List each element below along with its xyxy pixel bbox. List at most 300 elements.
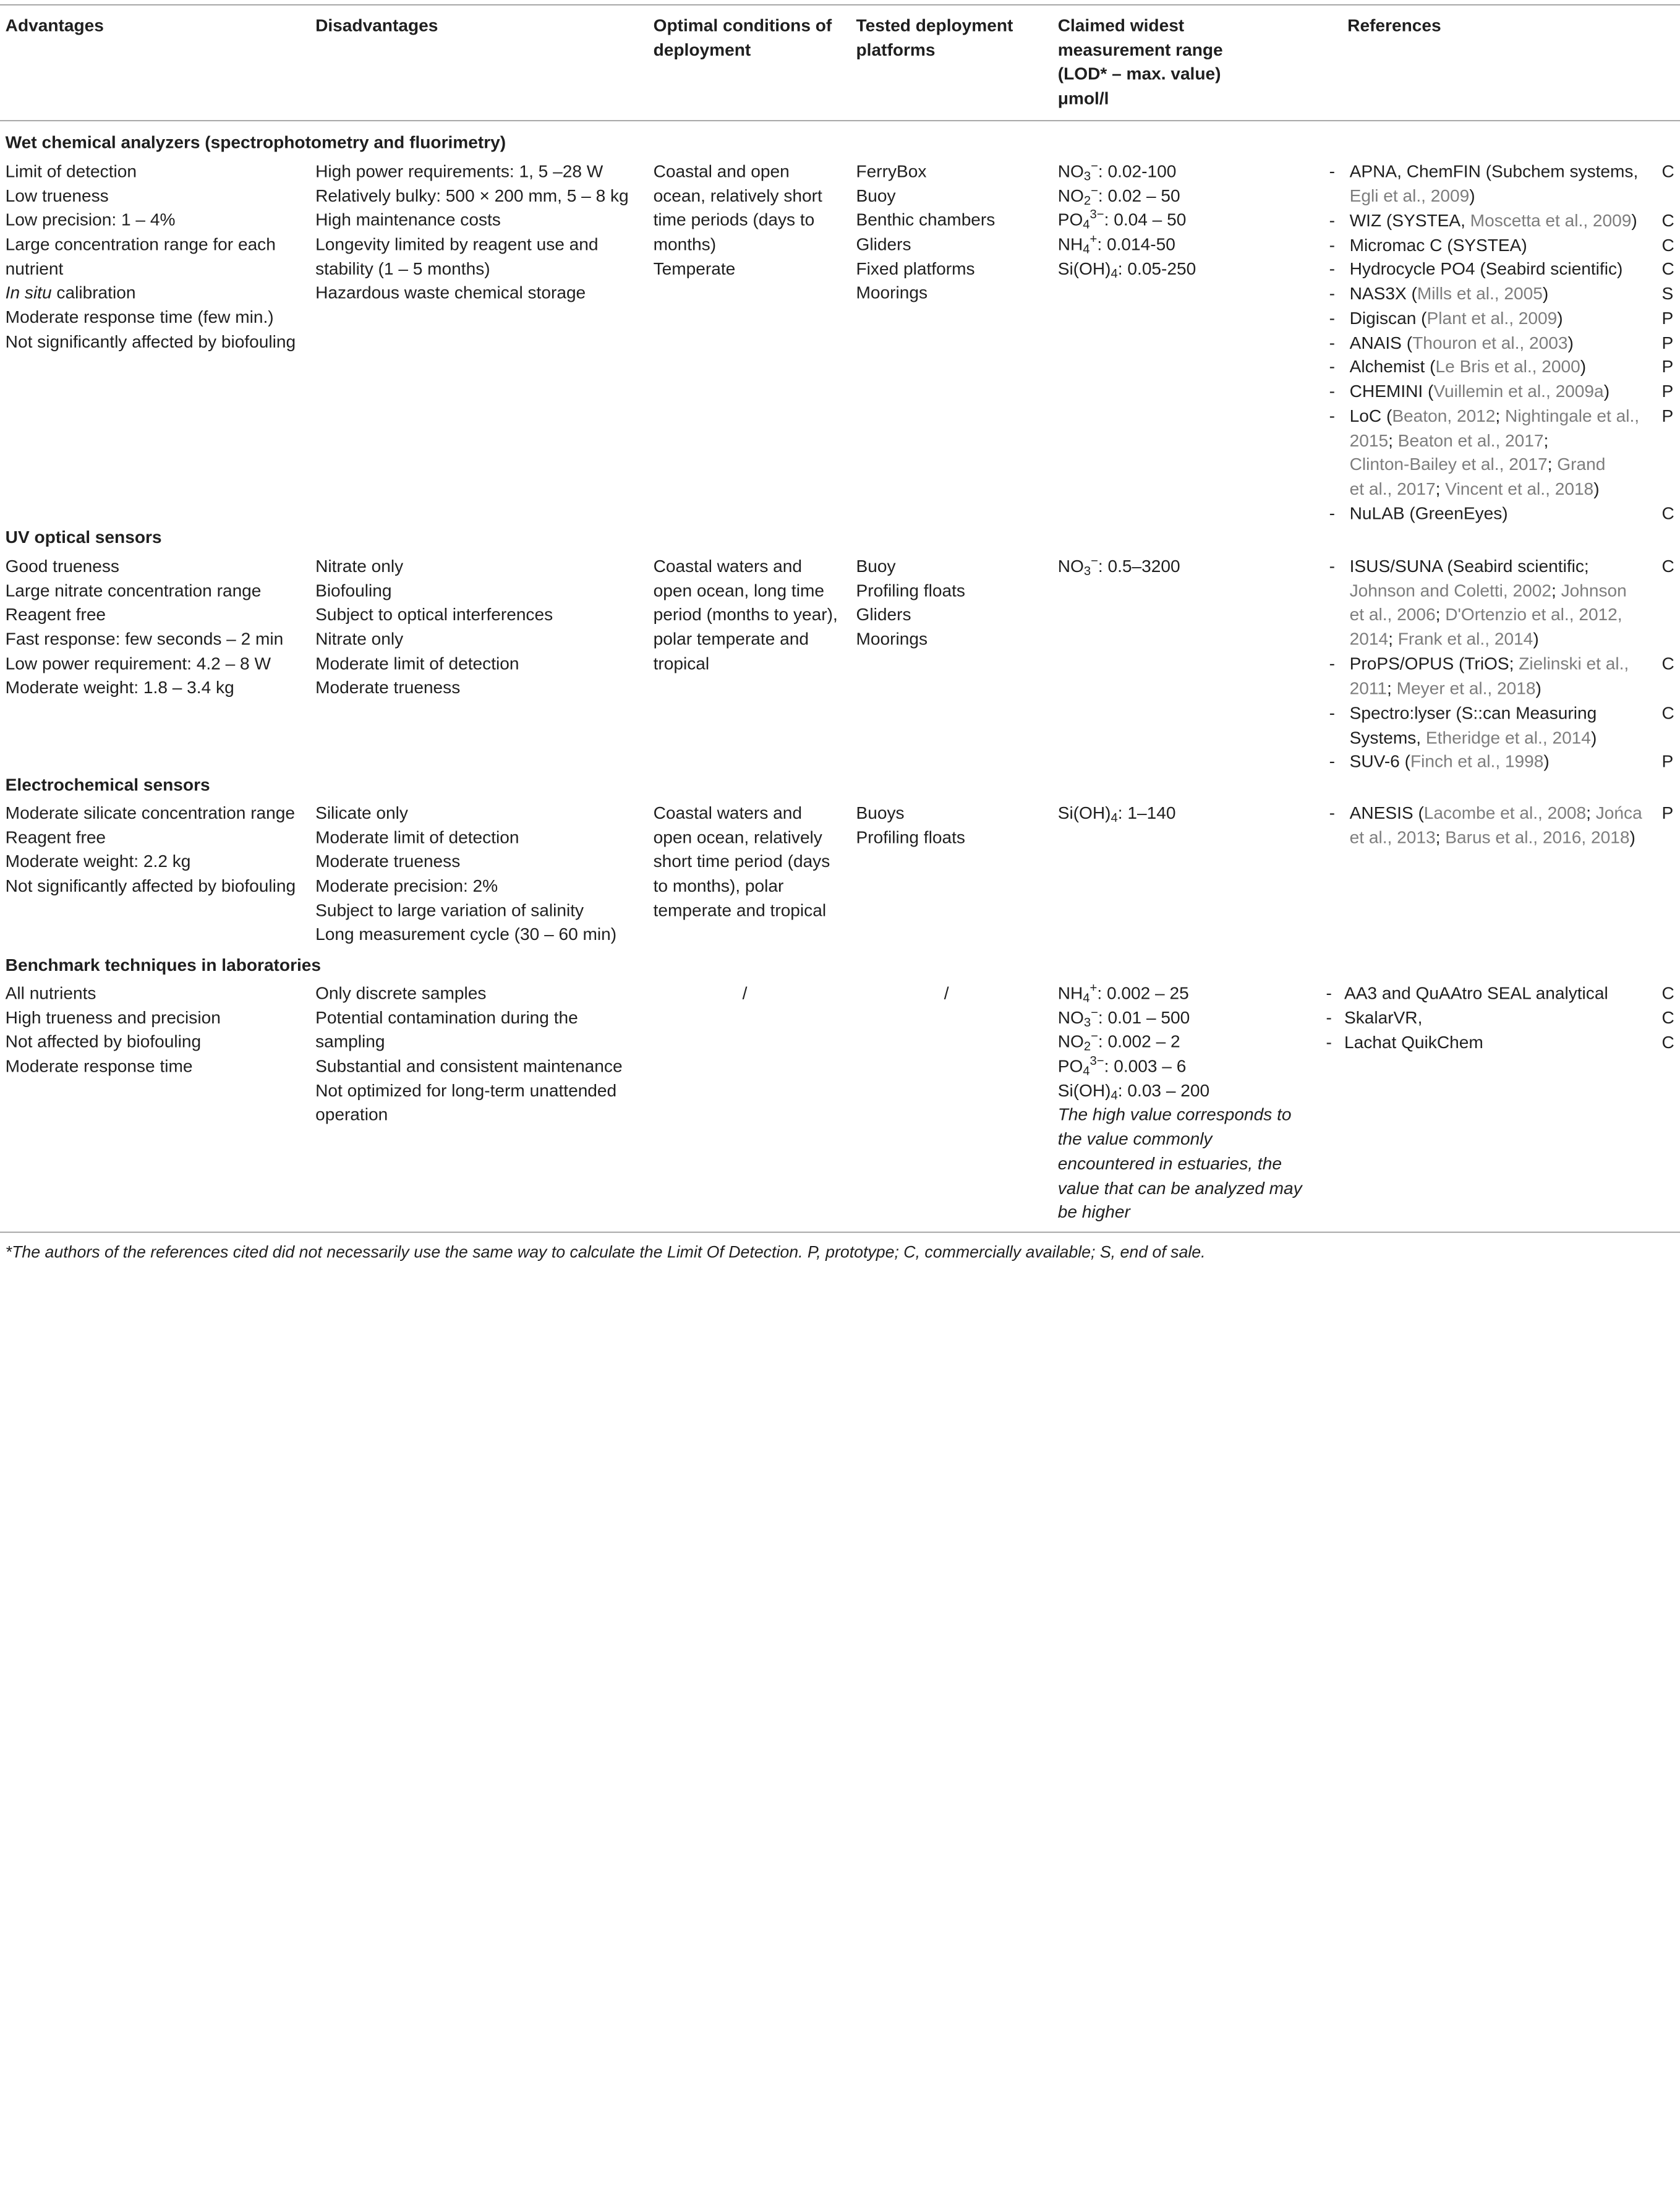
citation-link[interactable]: Vincent et al., 2018 bbox=[1445, 479, 1594, 499]
range-value: : 0.05-250 bbox=[1117, 259, 1196, 279]
list-dash: - bbox=[1329, 504, 1336, 524]
text: ; bbox=[1388, 630, 1398, 649]
reference-item bbox=[1350, 331, 1655, 356]
text: calibration bbox=[51, 283, 136, 304]
wet-optimal-conditions bbox=[654, 160, 822, 282]
header-references-label: References bbox=[1347, 16, 1441, 36]
superscript: + bbox=[1089, 232, 1098, 247]
cell-line: Large nitrate concentration range bbox=[5, 581, 262, 601]
text: ; bbox=[1435, 605, 1446, 625]
reference-line bbox=[1350, 404, 1655, 429]
superscript: − bbox=[1091, 554, 1098, 568]
superscript: 3− bbox=[1089, 208, 1104, 223]
cell-line: Buoy bbox=[856, 186, 896, 206]
citation-link[interactable]: 2014 bbox=[1349, 630, 1389, 649]
citation-link[interactable]: Clinton-Bailey et al., 2017 bbox=[1349, 455, 1548, 475]
header-line: (LOD* – max. value) bbox=[1057, 64, 1221, 84]
range-value: : 0.01 – 500 bbox=[1098, 1008, 1190, 1028]
cell-line: Reagent free bbox=[5, 827, 106, 848]
cell-line: Low power requirement: 4.2 – 8 W bbox=[5, 654, 271, 674]
reference-line bbox=[1350, 652, 1655, 677]
reference-item bbox=[1350, 355, 1655, 379]
cell-line: operation bbox=[315, 1105, 388, 1125]
cell-line: Gliders bbox=[856, 235, 911, 255]
subscript: 2 bbox=[1083, 194, 1091, 208]
superscript: − bbox=[1091, 1030, 1098, 1044]
formula: PO bbox=[1057, 1057, 1083, 1077]
reference-item bbox=[1350, 209, 1655, 233]
list-dash: - bbox=[1329, 752, 1336, 772]
cell-line: ocean, relatively short bbox=[653, 186, 822, 206]
text: SUV-6 ( bbox=[1349, 752, 1410, 772]
range-no2 bbox=[1058, 1030, 1302, 1054]
range-no3 bbox=[1058, 1006, 1302, 1030]
superscript: − bbox=[1091, 159, 1098, 174]
header-optimal-conditions bbox=[654, 14, 832, 63]
cell-line: Moderate trueness bbox=[315, 678, 461, 698]
range-value: : 0.002 – 2 bbox=[1098, 1032, 1180, 1052]
reference-text: Micromac C (SYSTEA) bbox=[1349, 236, 1527, 255]
reference-text: NuLAB (GreenEyes) bbox=[1349, 504, 1508, 524]
subscript: 4 bbox=[1111, 811, 1118, 826]
cell-line: Hazardous waste chemical storage bbox=[315, 283, 586, 304]
cell-line: Nitrate only bbox=[315, 630, 404, 649]
reference-line bbox=[1350, 726, 1655, 750]
cell-line: Gliders bbox=[856, 605, 911, 625]
text: ) bbox=[1590, 728, 1597, 748]
cell-line: High trueness and precision bbox=[5, 1008, 221, 1028]
reference-line bbox=[1350, 209, 1655, 233]
range-value: : 0.02 – 50 bbox=[1098, 186, 1180, 206]
cell-line: to months), polar bbox=[653, 876, 784, 896]
reference-line bbox=[1350, 380, 1655, 404]
uv-platforms bbox=[856, 555, 965, 652]
reference-text: Hydrocycle PO4 (Seabird scientific) bbox=[1349, 259, 1623, 280]
cell-line: Biofouling bbox=[315, 581, 392, 601]
text: ) bbox=[1469, 186, 1475, 206]
bench-disadvantages bbox=[315, 982, 623, 1128]
citation-link[interactable]: 2011 bbox=[1349, 678, 1388, 698]
electro-disadvantages bbox=[315, 801, 616, 947]
cell-line: Moderate precision: 2% bbox=[315, 876, 498, 896]
text: ; bbox=[1495, 406, 1506, 426]
range-value: : 1–140 bbox=[1117, 803, 1176, 823]
subscript: 4 bbox=[1083, 991, 1090, 1005]
availability-mark: C bbox=[1661, 704, 1674, 724]
formula: NO bbox=[1057, 557, 1084, 576]
header-measurement-range bbox=[1058, 14, 1223, 111]
list-dash: - bbox=[1329, 211, 1336, 231]
cell-line: short time period (days bbox=[653, 852, 830, 872]
availability-mark: C bbox=[1661, 259, 1674, 280]
subscript: 3 bbox=[1083, 169, 1091, 184]
uv-ranges bbox=[1058, 555, 1180, 579]
citation-link[interactable]: Meyer et al., 2018 bbox=[1396, 678, 1536, 698]
reference-line bbox=[1350, 453, 1655, 477]
availability-mark: P bbox=[1661, 309, 1674, 328]
electro-advantages bbox=[6, 801, 296, 899]
wet-ranges bbox=[1058, 160, 1196, 282]
empty-cell-slash: / bbox=[742, 983, 748, 1004]
text: ; bbox=[1586, 803, 1596, 823]
reference-item-props bbox=[1350, 652, 1655, 701]
cell-line: Moderate trueness bbox=[315, 852, 461, 872]
availability-mark: C bbox=[1661, 236, 1674, 255]
citation-link[interactable]: Grand bbox=[1557, 455, 1606, 475]
cell-line: Nitrate only bbox=[315, 557, 404, 576]
cell-line: FerryBox bbox=[856, 161, 927, 182]
text: ) bbox=[1593, 479, 1600, 499]
cell-line: Not significantly affected by biofouling bbox=[5, 332, 296, 352]
cell-line: open ocean, long time bbox=[653, 581, 824, 601]
text: ANAIS ( bbox=[1349, 333, 1413, 353]
citation-link[interactable]: Plant et al., 2009 bbox=[1426, 309, 1558, 328]
reference-item bbox=[1350, 160, 1655, 209]
text: ) bbox=[1603, 382, 1610, 401]
range-note: be higher bbox=[1057, 1203, 1130, 1223]
header-disadvantages-label: Disadvantages bbox=[315, 16, 438, 36]
formula: PO bbox=[1057, 210, 1083, 230]
citation-link[interactable]: Jońca bbox=[1595, 803, 1642, 823]
availability-mark: C bbox=[1661, 1033, 1674, 1053]
range-sioh4 bbox=[1058, 801, 1176, 826]
cell-line: Moderate weight: 2.2 kg bbox=[5, 852, 191, 872]
formula: NO bbox=[1057, 186, 1084, 206]
cell-line: period (months to year), bbox=[653, 605, 838, 625]
list-dash: - bbox=[1329, 284, 1336, 304]
cell-line: Substantial and consistent maintenance bbox=[315, 1057, 623, 1077]
citation-link[interactable]: 2015 bbox=[1349, 430, 1389, 451]
cell-line: All nutrients bbox=[5, 983, 96, 1004]
reference-item bbox=[1344, 1031, 1650, 1055]
superscript: + bbox=[1089, 981, 1098, 996]
citation-link[interactable]: Vuillemin et al., 2009a bbox=[1433, 382, 1604, 401]
electro-platforms bbox=[856, 801, 965, 850]
range-po4 bbox=[1058, 208, 1196, 233]
range-value: : 0.5–3200 bbox=[1098, 557, 1180, 576]
bench-ranges bbox=[1058, 982, 1302, 1226]
text: ) bbox=[1557, 309, 1563, 328]
range-value: : 0.014-50 bbox=[1097, 235, 1175, 255]
electro-optimal-conditions bbox=[654, 801, 830, 923]
list-dash: - bbox=[1326, 983, 1332, 1004]
cell-line-in-situ bbox=[6, 281, 296, 305]
header-line: measurement range bbox=[1057, 40, 1223, 60]
range-note: value that can be analyzed may bbox=[1057, 1178, 1302, 1198]
range-nh4 bbox=[1058, 982, 1302, 1006]
header-line: μmol/l bbox=[1057, 89, 1109, 109]
availability-mark: C bbox=[1661, 1008, 1674, 1028]
cell-line: tropical bbox=[653, 654, 710, 674]
citation-link[interactable]: Nightingale et al., bbox=[1505, 406, 1640, 426]
citation-link[interactable]: Le Bris et al., 2000 bbox=[1435, 357, 1580, 377]
cell-line: time periods (days to bbox=[653, 210, 815, 230]
text: Digiscan ( bbox=[1349, 309, 1427, 328]
range-value: : 0.02-100 bbox=[1098, 161, 1177, 182]
citation-link[interactable]: Lacombe et al., 2008 bbox=[1423, 803, 1587, 823]
citation-link[interactable]: D'Ortenzio et al., 2012, bbox=[1445, 605, 1622, 625]
cell-line: Moderate response time bbox=[5, 1057, 193, 1077]
text: ) bbox=[1567, 333, 1574, 353]
wet-disadvantages bbox=[315, 160, 629, 306]
cell-line: Profiling floats bbox=[856, 827, 965, 848]
reference-line bbox=[1350, 604, 1655, 628]
text: ) bbox=[1631, 211, 1637, 231]
text: ANESIS ( bbox=[1349, 803, 1424, 823]
cell-line: Relatively bulky: 500 × 200 mm, 5 – 8 kg bbox=[315, 186, 629, 206]
list-dash: - bbox=[1329, 309, 1336, 328]
cell-line: Only discrete samples bbox=[315, 983, 487, 1004]
cell-line: Coastal waters and bbox=[653, 803, 803, 823]
cell-line: Limit of detection bbox=[5, 161, 137, 182]
citation-link[interactable]: et al., 2006 bbox=[1349, 605, 1436, 625]
range-no3 bbox=[1058, 160, 1196, 184]
text: ; bbox=[1435, 827, 1446, 848]
section-title-uv-optical: UV optical sensors bbox=[5, 527, 162, 547]
formula: NH bbox=[1057, 235, 1083, 255]
range-nh4 bbox=[1058, 233, 1196, 257]
text: Alchemist ( bbox=[1349, 357, 1436, 377]
reference-line bbox=[1350, 826, 1655, 850]
reference-item-isus bbox=[1350, 555, 1655, 652]
header-platforms bbox=[856, 14, 1013, 63]
header-disadvantages bbox=[315, 14, 438, 38]
text: ; bbox=[1387, 678, 1397, 698]
subscript: 4 bbox=[1083, 242, 1090, 257]
citation-link[interactable]: Johnson bbox=[1561, 581, 1627, 601]
italic-text: In situ bbox=[5, 283, 52, 304]
citation-link[interactable]: Moscetta et al., 2009 bbox=[1470, 211, 1632, 231]
cell-line: High maintenance costs bbox=[315, 210, 501, 230]
header-rule bbox=[0, 120, 1680, 121]
header-line: Claimed widest bbox=[1057, 16, 1185, 36]
superscript: − bbox=[1091, 1005, 1098, 1020]
citation-link[interactable]: Etheridge et al., 2014 bbox=[1425, 728, 1591, 748]
text: ; bbox=[1435, 479, 1446, 499]
uv-advantages bbox=[6, 555, 284, 701]
cell-line: Reagent free bbox=[5, 605, 106, 625]
subscript: 4 bbox=[1111, 1088, 1118, 1103]
reference-item bbox=[1344, 1006, 1650, 1030]
citation-link[interactable]: Barus et al., 2016, 2018 bbox=[1445, 827, 1630, 848]
availability-mark: P bbox=[1661, 803, 1674, 823]
reference-line bbox=[1350, 579, 1655, 603]
range-value: : 0.03 – 200 bbox=[1117, 1081, 1210, 1101]
text: ) bbox=[1542, 284, 1549, 304]
range-note: the value commonly bbox=[1057, 1130, 1213, 1150]
text: ) bbox=[1580, 357, 1587, 377]
citation-link[interactable]: Egli et al., 2009 bbox=[1349, 186, 1470, 206]
cell-line: Coastal waters and bbox=[653, 557, 803, 576]
header-advantages bbox=[6, 14, 104, 38]
cell-line: Subject to optical interferences bbox=[315, 605, 553, 625]
subscript: 3 bbox=[1083, 564, 1091, 579]
range-no2 bbox=[1058, 184, 1196, 208]
cell-line: Low precision: 1 – 4% bbox=[5, 210, 176, 230]
list-dash: - bbox=[1329, 557, 1336, 576]
formula: Si(OH) bbox=[1057, 259, 1111, 279]
text: CHEMINI ( bbox=[1349, 382, 1434, 401]
reference-line bbox=[1350, 801, 1655, 826]
cell-line: Good trueness bbox=[5, 557, 119, 576]
cell-line: Potential contamination during the bbox=[315, 1008, 578, 1028]
text: Systems, bbox=[1349, 728, 1426, 748]
subscript: 3 bbox=[1083, 1015, 1091, 1030]
list-dash: - bbox=[1329, 236, 1336, 255]
reference-item bbox=[1350, 257, 1655, 281]
citation-link[interactable]: Thouron et al., 2003 bbox=[1412, 333, 1568, 353]
availability-mark: C bbox=[1661, 211, 1674, 231]
formula: NO bbox=[1057, 1008, 1084, 1028]
citation-link[interactable]: Beaton et al., 2017 bbox=[1397, 430, 1544, 451]
reference-item-loc bbox=[1350, 404, 1655, 502]
text: ProPS/OPUS (TriOS; bbox=[1349, 654, 1519, 674]
header-references bbox=[1347, 14, 1441, 38]
reference-line bbox=[1350, 429, 1655, 453]
availability-mark: P bbox=[1661, 752, 1674, 772]
header-line: Optimal conditions of bbox=[653, 16, 832, 36]
reference-item bbox=[1350, 234, 1655, 258]
citation-link[interactable]: Beaton, 2012 bbox=[1392, 406, 1496, 426]
cell-line: Large concentration range for each bbox=[5, 235, 276, 255]
cell-line: Moderate silicate concentration range bbox=[5, 803, 296, 823]
reference-line bbox=[1350, 477, 1655, 502]
cell-line: Not significantly affected by biofouling bbox=[5, 876, 296, 896]
cell-line: Temperate bbox=[653, 259, 736, 279]
list-dash: - bbox=[1329, 161, 1336, 182]
citation-link[interactable]: et al., 2017 bbox=[1349, 479, 1436, 499]
cell-line: Fast response: few seconds – 2 min bbox=[5, 630, 284, 649]
formula: NO bbox=[1057, 1032, 1084, 1052]
availability-mark: P bbox=[1661, 382, 1674, 401]
cell-line: temperate and tropical bbox=[653, 900, 827, 921]
list-dash: - bbox=[1329, 357, 1336, 377]
reference-line bbox=[1350, 282, 1655, 306]
wet-platforms bbox=[856, 160, 996, 306]
range-sioh4 bbox=[1058, 257, 1196, 281]
cell-line: Moorings bbox=[856, 283, 928, 304]
list-dash: - bbox=[1329, 803, 1336, 823]
cell-line: Longevity limited by reagent use and bbox=[315, 235, 599, 255]
availability-mark: C bbox=[1661, 504, 1674, 524]
superscript: − bbox=[1091, 184, 1098, 198]
cell-line: polar temperate and bbox=[653, 630, 809, 649]
list-dash: - bbox=[1329, 333, 1336, 353]
cell-line: stability (1 – 5 months) bbox=[315, 259, 490, 279]
citation-link[interactable]: Zielinski et al., bbox=[1519, 654, 1629, 674]
reference-line bbox=[1350, 184, 1655, 208]
cell-line: sampling bbox=[315, 1032, 385, 1052]
cell-line: Moorings bbox=[856, 630, 928, 649]
cell-line: Silicate only bbox=[315, 803, 408, 823]
bottom-rule bbox=[0, 1232, 1680, 1233]
cell-line: Moderate limit of detection bbox=[315, 654, 519, 674]
reference-text: APNA, ChemFIN (Subchem systems, bbox=[1349, 161, 1639, 182]
cell-line: Benthic chambers bbox=[856, 210, 996, 230]
text: LoC ( bbox=[1349, 406, 1392, 426]
reference-text: SkalarVR, bbox=[1344, 1008, 1423, 1028]
list-dash: - bbox=[1329, 704, 1336, 724]
reference-item-spectrolyser bbox=[1350, 702, 1655, 751]
section-title-electrochemical: Electrochemical sensors bbox=[5, 775, 210, 795]
availability-mark: C bbox=[1661, 983, 1674, 1004]
subscript: 4 bbox=[1111, 267, 1118, 281]
header-line: platforms bbox=[856, 40, 936, 60]
list-dash: - bbox=[1326, 1008, 1332, 1028]
cell-line: Not optimized for long-term unattended bbox=[315, 1081, 617, 1101]
reference-item-anesis bbox=[1350, 801, 1655, 850]
cell-line: Profiling floats bbox=[856, 581, 965, 601]
electro-ranges bbox=[1058, 801, 1176, 826]
cell-line: Fixed platforms bbox=[856, 259, 975, 279]
text: ; bbox=[1547, 455, 1558, 475]
cell-line: months) bbox=[653, 235, 717, 255]
formula: NH bbox=[1057, 983, 1083, 1004]
cell-line: Moderate limit of detection bbox=[315, 827, 519, 848]
list-dash: - bbox=[1329, 406, 1336, 426]
reference-item bbox=[1350, 502, 1655, 526]
range-value: : 0.04 – 50 bbox=[1104, 210, 1187, 230]
subscript: 4 bbox=[1083, 218, 1090, 233]
uv-disadvantages bbox=[315, 555, 553, 701]
text: ; bbox=[1551, 581, 1561, 601]
superscript: 3− bbox=[1089, 1054, 1104, 1069]
list-dash: - bbox=[1326, 1033, 1332, 1053]
text: ; bbox=[1543, 430, 1549, 451]
cell-line: open ocean, relatively bbox=[653, 827, 822, 848]
reference-text: Lachat QuikChem bbox=[1344, 1033, 1483, 1053]
citation-link[interactable]: Frank et al., 2014 bbox=[1397, 630, 1533, 649]
section-title-benchmark: Benchmark techniques in laboratories bbox=[5, 955, 322, 976]
cell-line: Buoys bbox=[856, 803, 905, 823]
range-po4 bbox=[1058, 1055, 1302, 1079]
reference-item bbox=[1350, 380, 1655, 404]
uv-optimal-conditions bbox=[654, 555, 838, 677]
cell-line: Coastal and open bbox=[653, 161, 790, 182]
range-note: encountered in estuaries, the bbox=[1057, 1154, 1282, 1174]
reference-item bbox=[1350, 282, 1655, 306]
section-title-wet-chemical: Wet chemical analyzers (spectrophotometry and fluorimetry) bbox=[5, 133, 506, 153]
cell-line: Moderate weight: 1.8 – 3.4 kg bbox=[5, 678, 234, 698]
reference-line bbox=[1350, 355, 1655, 379]
citation-link[interactable]: Johnson and Coletti, 2002 bbox=[1349, 581, 1551, 601]
availability-mark: P bbox=[1661, 333, 1674, 353]
bench-advantages bbox=[6, 982, 221, 1079]
text: ) bbox=[1535, 678, 1541, 698]
empty-cell-slash: / bbox=[944, 983, 949, 1004]
subscript: 2 bbox=[1083, 1039, 1091, 1054]
formula: Si(OH) bbox=[1057, 803, 1111, 823]
reference-line bbox=[1350, 750, 1655, 774]
subscript: 4 bbox=[1083, 1064, 1090, 1078]
reference-line bbox=[1350, 307, 1655, 331]
list-dash: - bbox=[1329, 654, 1336, 674]
citation-link[interactable]: Mills et al., 2005 bbox=[1417, 284, 1543, 304]
reference-item bbox=[1344, 982, 1650, 1006]
range-value: : 0.002 – 25 bbox=[1097, 983, 1189, 1004]
citation-link[interactable]: Finch et al., 1998 bbox=[1410, 752, 1544, 772]
reference-line bbox=[1350, 677, 1655, 701]
text: ) bbox=[1629, 827, 1635, 848]
cell-line: Low trueness bbox=[5, 186, 109, 206]
reference-text: AA3 and QuAAtro SEAL analytical bbox=[1344, 983, 1608, 1004]
wet-advantages bbox=[6, 160, 296, 355]
reference-line bbox=[1350, 628, 1655, 652]
text: ) bbox=[1533, 630, 1539, 649]
availability-mark: P bbox=[1661, 406, 1674, 426]
cell-line: nutrient bbox=[5, 259, 64, 279]
citation-link[interactable]: et al., 2013 bbox=[1349, 827, 1436, 848]
